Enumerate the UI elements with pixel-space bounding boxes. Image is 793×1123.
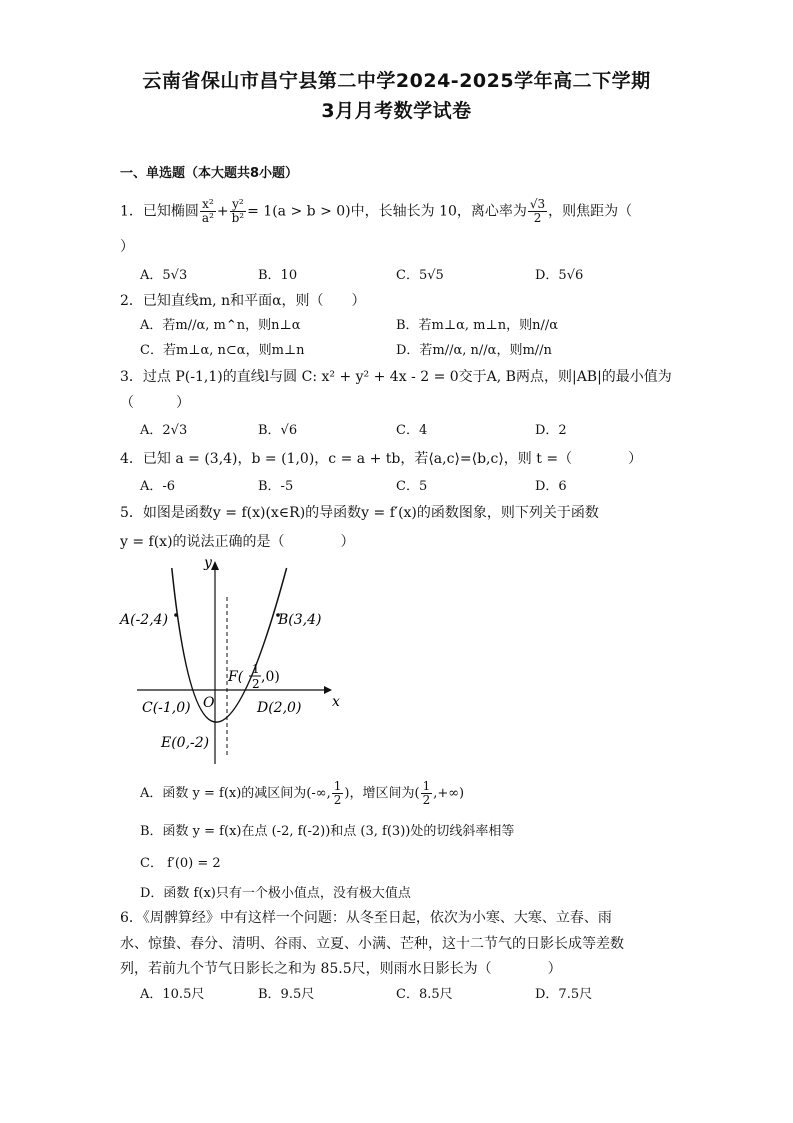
q5-opt-a-int1-den: 2 — [333, 793, 342, 807]
q5-option-a[interactable] — [140, 780, 464, 807]
section-heading: 一、单选题（本大题共8小题） — [120, 166, 299, 181]
question-6-line1: 6．《周髀算经》中有这样一个问题：从冬至日起，依次为小寒、大寒、立春、雨 — [120, 910, 612, 926]
q6-option-a[interactable]: A．10.5尺 — [140, 987, 205, 1002]
q1-y-num: y² — [230, 198, 247, 212]
point-a — [174, 613, 178, 617]
y-axis-label: y — [204, 555, 212, 571]
q1-post: ，则焦距为（ — [548, 203, 633, 220]
q1-option-a[interactable]: A．5√3 — [140, 268, 188, 283]
x-axis-arrow — [324, 686, 332, 694]
q3-option-d[interactable]: D．2 — [535, 423, 567, 438]
q3-cont: （ ） — [120, 395, 190, 411]
q1-option-c[interactable]: C．5√5 — [396, 268, 444, 283]
q5-opt-a-int1-post: ) — [344, 786, 350, 801]
q5-opt-a-pre: A．函数 y = f(x)的减区间为 — [140, 786, 307, 801]
question-3-stem: 3．过点 P(-1,1)的直线l与圆 C: x² + y² + 4x - 2 = 0交于A, B两点，则|AB|的最小值为 — [120, 369, 672, 385]
question-5-stem: 5．如图是函数y = f(x)(x∈R)的导函数y = f′(x)的函数图象，则下列关于函数 — [120, 505, 599, 521]
q1-plus: + — [216, 203, 229, 220]
q5-cont: y = f(x)的说法正确的是（ ） — [120, 534, 355, 550]
q1-pre: 1．已知椭圆 — [120, 203, 199, 220]
q5-opt-a-int2-den: 2 — [422, 793, 431, 807]
q2-option-b[interactable]: B．若m⊥α, m⊥n，则n//α — [396, 318, 558, 333]
q3-option-c[interactable]: C．4 — [396, 423, 428, 438]
q5-opt-a-mid: ，增区间为 — [349, 786, 415, 801]
label-f-num: 1 — [252, 662, 260, 676]
label-e: E(0,-2) — [161, 735, 210, 751]
q1-y-frac — [230, 198, 247, 225]
label-f-den: 2 — [252, 677, 260, 691]
question-6-line2: 水、惊蛰、春分、清明、谷雨、立夏、小满、芒种，这十二节气的日影长成等差数 — [120, 936, 624, 952]
q2-option-a[interactable]: A．若m//α, m⌃n，则n⊥α — [140, 318, 301, 333]
q5-opt-a-int1-num: 1 — [333, 779, 342, 793]
label-b: B(3,4) — [278, 612, 322, 628]
q5-opt-a-int2-pre: ( — [414, 786, 420, 801]
question-1-stem — [120, 198, 632, 225]
q4-option-c[interactable]: C．5 — [396, 479, 428, 494]
q5-opt-a-int1-frac — [332, 780, 344, 807]
y-axis-arrow — [211, 561, 219, 570]
q1-eq-tail: = 1(a > b > 0)中，长轴长为 10，离心率为 — [247, 203, 527, 220]
question-2-stem: 2．已知直线m, n和平面α，则（ ） — [120, 293, 366, 309]
question-4-stem: 4．已知 a = (3,4)，b = (1,0)，c = a + tb，若⟨a,c⟩=⟨b,c⟩，则 t =（ ） — [120, 451, 643, 467]
q4-option-d[interactable]: D．6 — [535, 479, 567, 494]
label-a: A(-2,4) — [120, 612, 169, 628]
q3-option-b[interactable]: B．√6 — [258, 423, 298, 438]
q6-option-c[interactable]: C．8.5尺 — [396, 987, 453, 1002]
question-6-line3: 列，若前九个节气日影长之和为 85.5尺，则雨水日影长为（ ） — [120, 961, 562, 977]
q5-opt-a-int2-frac — [421, 780, 433, 807]
origin-label: O — [203, 695, 215, 711]
q1-x-den: a² — [201, 211, 214, 225]
label-d: D(2,0) — [257, 700, 302, 716]
q1-x-frac — [200, 198, 216, 225]
label-c: C(-1,0) — [142, 700, 191, 716]
q5-opt-a-int2-num: 1 — [422, 779, 431, 793]
x-axis-label: x — [332, 694, 340, 710]
derivative-graph — [110, 552, 340, 770]
q1-ecc-frac — [528, 198, 547, 225]
q6-option-b[interactable]: B．9.5尺 — [258, 987, 315, 1002]
q1-x-num: x² — [200, 198, 216, 212]
q4-option-a[interactable]: A．-6 — [140, 479, 176, 494]
q5-option-d[interactable]: D．函数 f(x)只有一个极小值点，没有极大值点 — [140, 886, 411, 901]
label-f-suffix: ,0) — [261, 669, 280, 685]
q1-option-d[interactable]: D．5√6 — [535, 268, 584, 283]
q3-option-a[interactable]: A．2√3 — [140, 423, 188, 438]
q5-option-b[interactable]: B．函数 y = f(x)在点 (-2, f(-2))和点 (3, f(3))处的切线斜率相等 — [140, 824, 515, 839]
q5-option-c[interactable]: C． f′(0) = 2 — [140, 856, 221, 871]
label-f-prefix: F( — [228, 669, 244, 685]
q5-opt-a-int1-pre: (-∞, — [306, 786, 331, 801]
q1-ecc-num: √3 — [529, 197, 546, 211]
q1-y-den: b² — [231, 211, 245, 225]
q1-ecc-den: 2 — [533, 211, 542, 225]
q6-option-d[interactable]: D．7.5尺 — [535, 987, 593, 1002]
q4-option-b[interactable]: B．-5 — [258, 479, 294, 494]
q2-option-d[interactable]: D．若m//α, n//α，则m//n — [396, 343, 552, 358]
exam-title-line1: 云南省保山市昌宁县第二中学2024-2025学年高二下学期 — [142, 70, 651, 92]
q1-option-b[interactable]: B．10 — [258, 268, 298, 283]
exam-title-line2: 3月月考数学试卷 — [321, 100, 472, 122]
q5-opt-a-int2-post: ,+∞) — [433, 786, 465, 801]
q2-option-c[interactable]: C．若m⊥α, n⊂α，则m⊥n — [140, 343, 305, 358]
q1-cont: ） — [120, 239, 134, 255]
